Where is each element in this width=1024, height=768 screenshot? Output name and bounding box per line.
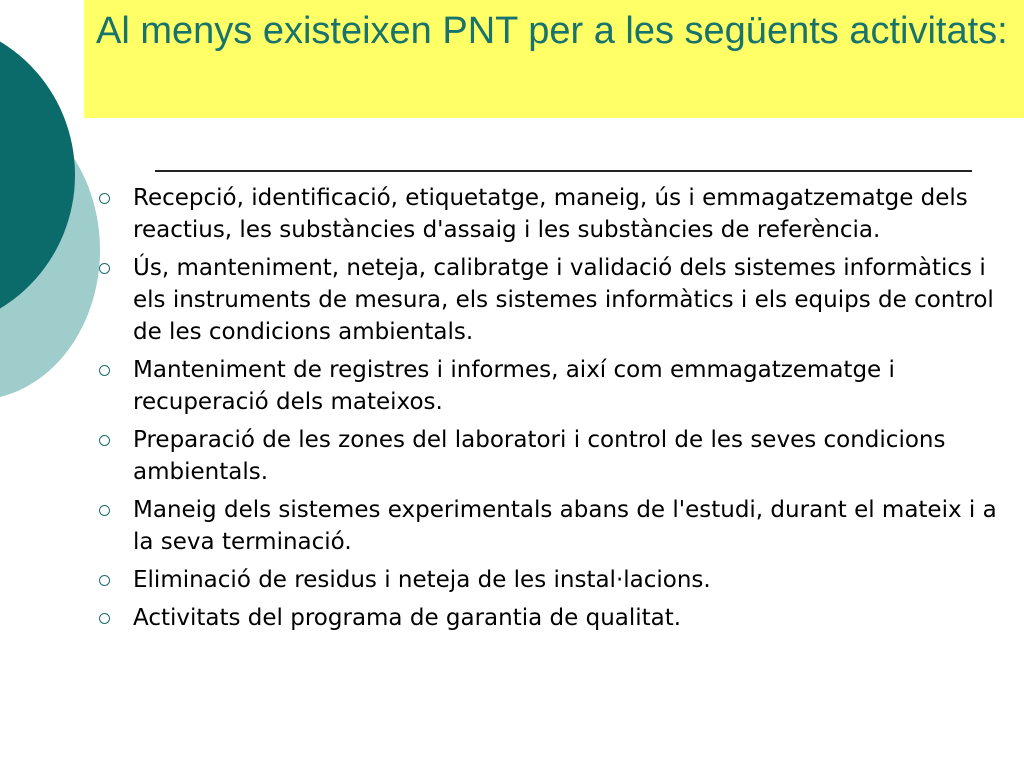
slide-title: Al menys existeixen PNT per a les següents activitats: <box>96 10 1008 52</box>
list-item <box>95 564 1020 596</box>
list-item <box>95 494 1020 558</box>
hollow-circle-icon <box>99 613 110 624</box>
list-item <box>95 354 1020 418</box>
list-item <box>95 424 1020 488</box>
list-item-text: Eliminació de residus i neteja de les instal·lacions. <box>133 567 711 593</box>
title-banner <box>84 0 1024 118</box>
list-item-text: Manteniment de registres i informes, així com emmagatzematge i recuperació dels mateixos. <box>133 357 895 415</box>
list-item <box>95 182 1020 246</box>
hollow-circle-icon <box>99 505 110 516</box>
list-item-text: Preparació de les zones del laboratori i control de les seves condicions ambientals. <box>133 427 946 485</box>
list-item <box>95 602 1020 634</box>
hollow-circle-icon <box>99 575 110 586</box>
hollow-circle-icon <box>99 263 110 274</box>
list-item-text: Recepció, identificació, etiquetatge, maneig, ús i emmagatzematge dels reactius, les substàncies d'assaig i les substàncies de referència. <box>133 185 968 243</box>
bullet-list <box>95 182 1020 640</box>
hollow-circle-icon <box>99 193 110 204</box>
list-item <box>95 252 1020 348</box>
horizontal-divider <box>155 170 972 172</box>
list-item-text: Activitats del programa de garantia de qualitat. <box>133 605 682 631</box>
list-item-text: Ús, manteniment, neteja, calibratge i validació dels sistemes informàtics i els instruments de mesura, els sistemes informàtics i els equips de control de les condicions ambientals. <box>133 255 994 345</box>
hollow-circle-icon <box>99 365 110 376</box>
list-item-text: Maneig dels sistemes experimentals abans de l'estudi, durant el mateix i a la seva terminació. <box>133 497 997 555</box>
hollow-circle-icon <box>99 435 110 446</box>
